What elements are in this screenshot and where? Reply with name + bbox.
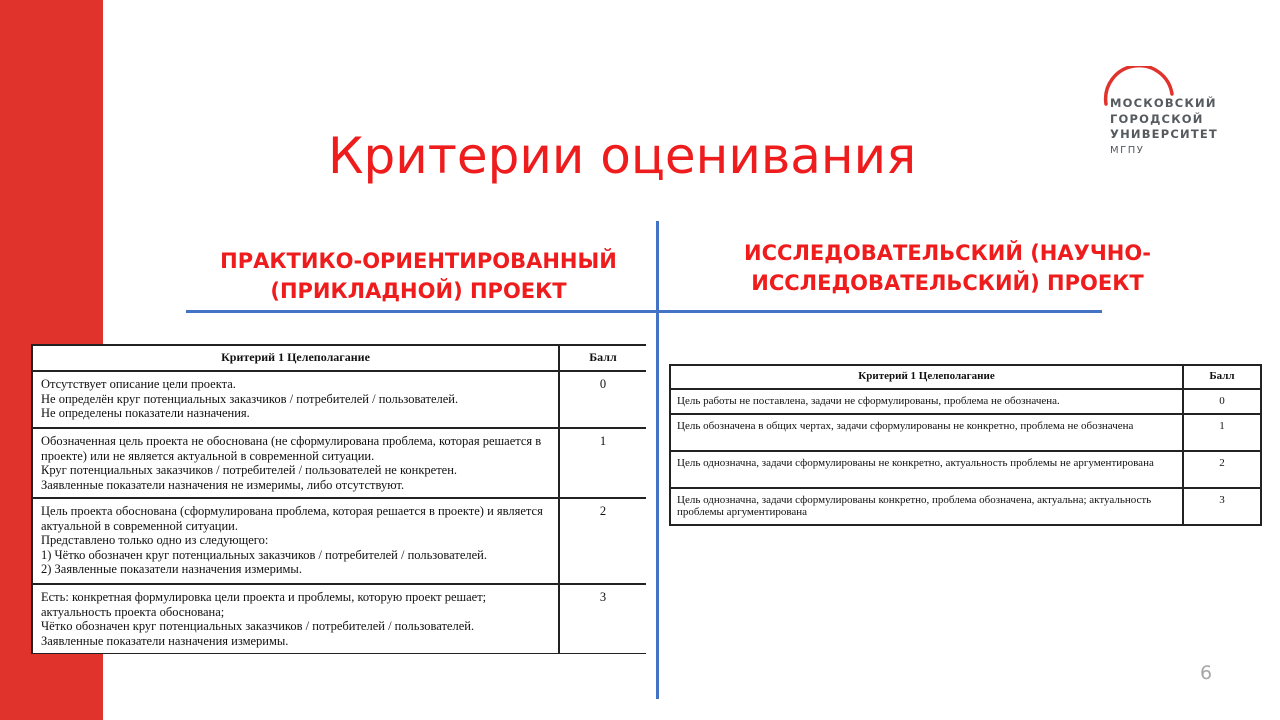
criterion-cell: Цель однозначна, задачи сформулированы конкретно, проблема обозначена, актуальна; актуальность проблемы аргументирована [670,488,1183,525]
score-cell: 2 [559,498,646,584]
table-row [32,371,646,428]
score-header: Балл [559,345,646,371]
table-row [32,498,646,584]
table-row [670,488,1261,525]
criterion-cell: Цель проекта обоснована (сформулирована проблема, которая решается в проекте) и является актуальной в современной ситуации. Представлено только одно из следующего: 1) Чётко обозначен круг потенциальных заказчиков / потребителей / пользователей. 2) Заявленные показатели назначения измеримы. [32,498,559,584]
criterion-cell: Отсутствует описание цели проекта. Не определён круг потенциальных заказчиков / потребителей / пользователей. Не определены показатели назначения. [32,371,559,428]
criterion-header: Критерий 1 Целеполагание [670,365,1183,389]
research-criteria-table [669,364,1260,526]
score-cell: 0 [1183,389,1261,414]
score-cell: 1 [1183,414,1261,451]
page-number: 6 [1200,662,1213,684]
score-cell: 3 [1183,488,1261,525]
score-cell: 2 [1183,451,1261,488]
score-header: Балл [1183,365,1261,389]
score-cell: 1 [559,428,646,498]
right-heading-underline [659,310,1102,313]
criterion-cell: Обозначенная цель проекта не обоснована (не сформулирована проблема, которая решается в проекте) или не является актуальной в современной ситуации. Круг потенциальных заказчиков / потребителей / пользователей не конкретен. Заявленные показатели назначения не измеримы, либо отсутствуют. [32,428,559,498]
table-header-row [670,365,1261,389]
vertical-divider [656,221,659,699]
table-row [32,584,646,654]
right-column-heading: ИССЛЕДОВАТЕЛЬСКИЙ (НАУЧНО-ИССЛЕДОВАТЕЛЬСКИЙ) ПРОЕКТ [744,241,1151,295]
logo-line-3: УНИВЕРСИТЕТ [1110,127,1218,141]
university-logo [1090,66,1230,166]
criterion-header: Критерий 1 Целеполагание [32,345,559,371]
score-cell: 0 [559,371,646,428]
logo-line-1: МОСКОВСКИЙ [1110,96,1217,110]
criterion-cell: Цель работы не поставлена, задачи не сформулированы, проблема не обозначена. [670,389,1183,414]
table-header-row [32,345,646,371]
criterion-cell: Цель однозначна, задачи сформулированы не конкретно, актуальность проблемы не аргументирована [670,451,1183,488]
logo-abbr: МГПУ [1110,144,1145,156]
practical-criteria-table [31,344,646,654]
logo-line-2: ГОРОДСКОЙ [1110,111,1204,126]
table-row [32,428,646,498]
left-heading-underline [186,310,656,313]
score-cell: 3 [559,584,646,654]
logo-text [1110,96,1218,158]
table-row [670,451,1261,488]
criterion-cell: Цель обозначена в общих чертах, задачи сформулированы не конкретно, проблема не обозначена [670,414,1183,451]
left-column-heading: ПРАКТИКО-ОРИЕНТИРОВАННЫЙ (ПРИКЛАДНОЙ) ПРОЕКТ [220,249,617,303]
slide-title: Критерии оценивания [328,127,917,185]
table-row [670,389,1261,414]
criterion-cell: Есть: конкретная формулировка цели проекта и проблемы, которую проект решает; актуальность проекта обоснована; Чёткo обозначен круг потенциальных заказчиков / потребителей / пользователей. Заявленные показатели назначения измеримы. [32,584,559,654]
table-row [670,414,1261,451]
